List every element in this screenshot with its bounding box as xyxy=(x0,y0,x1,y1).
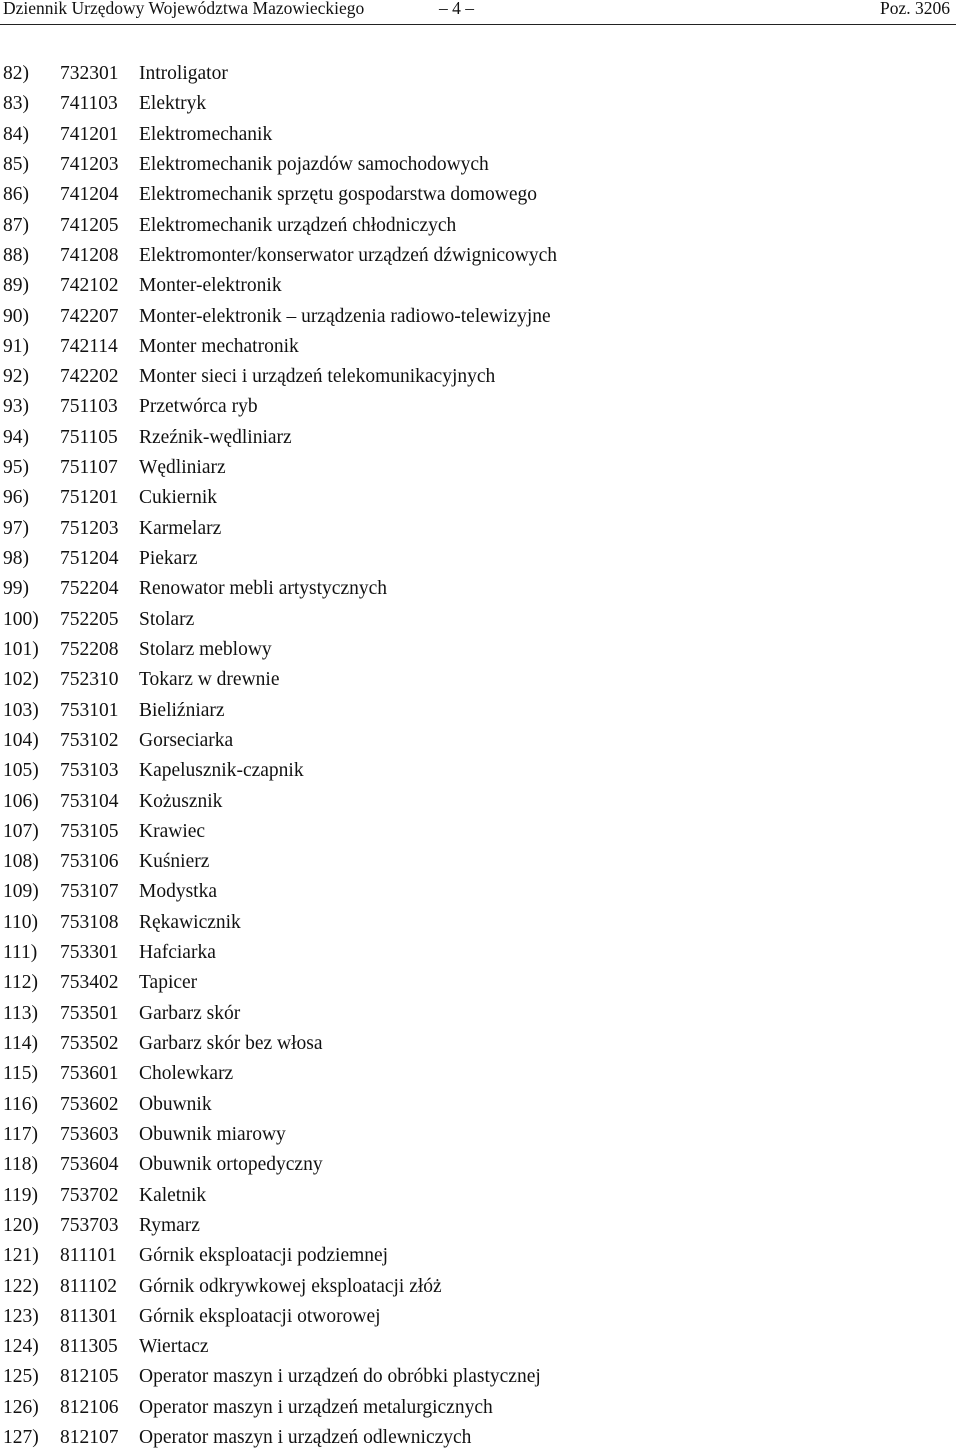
occupation-code: 741204 xyxy=(60,184,119,206)
occupation-code: 753301 xyxy=(60,942,119,964)
occupation-name: Monter-elektronik xyxy=(139,275,282,297)
list-item xyxy=(0,394,956,424)
list-item xyxy=(0,1152,956,1182)
occupation-code: 753601 xyxy=(60,1063,119,1085)
item-number: 122) xyxy=(3,1275,39,1297)
occupation-name: Rymarz xyxy=(139,1214,200,1236)
item-number: 110) xyxy=(3,911,39,933)
occupation-name: Przetwórca ryb xyxy=(139,396,258,418)
list-item xyxy=(0,182,956,212)
list-item xyxy=(0,667,956,697)
list-item xyxy=(0,849,956,879)
occupation-code: 812106 xyxy=(60,1396,119,1418)
occupation-name: Krawiec xyxy=(139,820,206,842)
journal-title: Dziennik Urzędowy Województwa Mazowieckiego xyxy=(3,0,365,18)
occupation-name: Elektryk xyxy=(139,93,207,115)
list-item xyxy=(0,213,956,243)
list-item xyxy=(0,1243,956,1273)
occupation-name: Kaletnik xyxy=(139,1184,207,1206)
occupation-code: 753602 xyxy=(60,1093,119,1115)
occupation-code: 753103 xyxy=(60,760,119,782)
item-number: 123) xyxy=(3,1305,39,1327)
occupation-name: Cholewkarz xyxy=(139,1063,234,1085)
occupation-code: 741203 xyxy=(60,153,119,175)
occupation-name: Rękawicznik xyxy=(139,911,241,933)
occupation-name: Garbarz skór bez włosa xyxy=(139,1033,323,1054)
occupation-name: Kuśnierz xyxy=(139,851,210,873)
list-item xyxy=(0,1122,956,1152)
occupation-name: Obuwnik ortopedyczny xyxy=(139,1154,323,1176)
occupation-code: 752310 xyxy=(60,669,119,691)
occupation-name: Modystka xyxy=(139,881,217,903)
occupation-name: Monter mechatronik xyxy=(139,335,299,357)
occupation-code: 753402 xyxy=(60,972,119,994)
list-item xyxy=(0,1304,956,1334)
occupation-code: 753702 xyxy=(60,1184,119,1206)
item-number: 85) xyxy=(3,153,29,175)
item-number: 95) xyxy=(3,457,29,479)
list-item xyxy=(0,364,956,394)
item-number: 113) xyxy=(3,1002,39,1024)
item-number: 99) xyxy=(3,578,29,600)
occupation-code: 742114 xyxy=(60,335,118,357)
occupation-code: 751103 xyxy=(60,396,118,418)
occupation-code: 751107 xyxy=(60,457,118,479)
item-number: 100) xyxy=(3,608,39,630)
list-item xyxy=(0,304,956,334)
item-number: 83) xyxy=(3,93,29,115)
item-number: 94) xyxy=(3,426,29,448)
occupation-name: Hafciarka xyxy=(139,942,216,964)
item-number: 93) xyxy=(3,396,29,418)
occupation-code: 752205 xyxy=(60,608,119,630)
item-number: 96) xyxy=(3,487,29,509)
occupation-code: 751105 xyxy=(60,426,118,448)
list-item xyxy=(0,637,956,667)
list-item xyxy=(0,1001,956,1031)
list-item xyxy=(0,61,956,91)
list-item xyxy=(0,485,956,515)
occupation-code: 741205 xyxy=(60,214,119,236)
item-number: 88) xyxy=(3,244,29,266)
occupation-name: Operator maszyn i urządzeń odlewniczych xyxy=(139,1427,472,1449)
item-number: 87) xyxy=(3,214,29,236)
item-number: 102) xyxy=(3,669,39,691)
list-item xyxy=(0,425,956,455)
occupation-name: Operator maszyn i urządzeń metalurgicznych xyxy=(139,1396,493,1418)
occupation-name: Gorseciarka xyxy=(139,729,234,751)
occupation-name: Wiertacz xyxy=(139,1336,209,1358)
occupation-name: Rzeźnik-wędliniarz xyxy=(139,426,292,448)
item-number: 117) xyxy=(3,1123,39,1145)
item-number: 116) xyxy=(3,1093,39,1115)
position-number: Poz. 3206 xyxy=(880,0,950,18)
list-item xyxy=(0,1031,956,1061)
occupation-name: Elektromonter/konserwator urządzeń dźwignicowych xyxy=(139,244,558,266)
list-item xyxy=(0,789,956,819)
list-item xyxy=(0,879,956,909)
list-item xyxy=(0,91,956,121)
item-number: 119) xyxy=(3,1184,39,1206)
occupation-code: 753105 xyxy=(60,820,119,842)
item-number: 124) xyxy=(3,1336,39,1358)
occupation-name: Górnik eksploatacji otworowej xyxy=(139,1305,381,1327)
occupation-code: 812107 xyxy=(60,1427,119,1449)
occupation-name: Obuwnik xyxy=(139,1093,212,1115)
occupation-name: Elektromechanik xyxy=(139,123,273,145)
occupation-code: 753603 xyxy=(60,1123,119,1145)
list-item xyxy=(0,940,956,970)
occupation-list xyxy=(0,61,956,1455)
occupation-name: Tokarz w drewnie xyxy=(139,669,280,691)
page-header xyxy=(0,0,956,25)
list-item xyxy=(0,970,956,1000)
occupation-code: 753703 xyxy=(60,1214,119,1236)
list-item xyxy=(0,576,956,606)
list-item xyxy=(0,1183,956,1213)
occupation-code: 753106 xyxy=(60,851,119,873)
occupation-name: Stolarz meblowy xyxy=(139,638,272,660)
occupation-code: 753108 xyxy=(60,911,119,933)
list-item xyxy=(0,1213,956,1243)
occupation-name: Introligator xyxy=(139,63,228,84)
list-item xyxy=(0,1274,956,1304)
occupation-code: 753502 xyxy=(60,1033,119,1054)
list-item xyxy=(0,334,956,364)
occupation-code: 742207 xyxy=(60,305,119,327)
occupation-name: Elektromechanik urządzeń chłodniczych xyxy=(139,214,457,236)
occupation-name: Garbarz skór xyxy=(139,1002,241,1024)
occupation-name: Górnik odkrywkowej eksploatacji złóż xyxy=(139,1275,442,1297)
occupation-name: Piekarz xyxy=(139,548,198,569)
occupation-name: Cukiernik xyxy=(139,487,217,509)
occupation-code: 811101 xyxy=(60,1245,118,1267)
occupation-name: Operator maszyn i urządzeń do obróbki plastycznej xyxy=(139,1366,541,1388)
item-number: 121) xyxy=(3,1245,39,1267)
list-item xyxy=(0,1395,956,1425)
occupation-code: 752204 xyxy=(60,578,119,600)
list-item xyxy=(0,1334,956,1364)
list-item xyxy=(0,698,956,728)
occupation-code: 753101 xyxy=(60,699,119,721)
occupation-name: Górnik eksploatacji podziemnej xyxy=(139,1245,389,1267)
occupation-name: Elektromechanik sprzętu gospodarstwa domowego xyxy=(139,184,538,206)
item-number: 107) xyxy=(3,820,39,842)
list-item xyxy=(0,516,956,546)
item-number: 118) xyxy=(3,1154,39,1176)
occupation-code: 753501 xyxy=(60,1002,119,1024)
list-item xyxy=(0,122,956,152)
item-number: 114) xyxy=(3,1033,39,1054)
occupation-code: 742202 xyxy=(60,366,119,388)
list-item xyxy=(0,152,956,182)
occupation-code: 753107 xyxy=(60,881,119,903)
page-number: – 4 – xyxy=(439,0,474,18)
list-item xyxy=(0,607,956,637)
item-number: 98) xyxy=(3,548,29,569)
item-number: 82) xyxy=(3,63,29,84)
item-number: 86) xyxy=(3,184,29,206)
occupation-code: 741103 xyxy=(60,93,118,115)
list-item xyxy=(0,273,956,303)
item-number: 115) xyxy=(3,1063,39,1085)
occupation-name: Renowator mebli artystycznych xyxy=(139,578,388,600)
occupation-code: 812105 xyxy=(60,1366,119,1388)
list-item xyxy=(0,758,956,788)
occupation-code: 742102 xyxy=(60,275,119,297)
item-number: 84) xyxy=(3,123,29,145)
occupation-code: 751201 xyxy=(60,487,119,509)
occupation-name: Kapelusznik-czapnik xyxy=(139,760,304,782)
list-item xyxy=(0,1364,956,1394)
item-number: 126) xyxy=(3,1396,39,1418)
occupation-name: Monter-elektronik – urządzenia radiowo-telewizyjne xyxy=(139,305,551,327)
list-item xyxy=(0,1061,956,1091)
occupation-code: 753604 xyxy=(60,1154,119,1176)
occupation-code: 751203 xyxy=(60,517,119,539)
occupation-code: 811305 xyxy=(60,1336,118,1358)
occupation-name: Elektromechanik pojazdów samochodowych xyxy=(139,153,489,175)
item-number: 91) xyxy=(3,335,29,357)
item-number: 109) xyxy=(3,881,39,903)
item-number: 103) xyxy=(3,699,39,721)
occupation-code: 751204 xyxy=(60,548,119,569)
item-number: 89) xyxy=(3,275,29,297)
occupation-code: 753102 xyxy=(60,729,119,751)
occupation-code: 752208 xyxy=(60,638,119,660)
item-number: 112) xyxy=(3,972,39,994)
occupation-name: Monter sieci i urządzeń telekomunikacyjnych xyxy=(139,366,496,388)
item-number: 90) xyxy=(3,305,29,327)
occupation-name: Bieliźniarz xyxy=(139,699,225,721)
item-number: 127) xyxy=(3,1427,39,1449)
occupation-name: Kożusznik xyxy=(139,790,223,812)
item-number: 120) xyxy=(3,1214,39,1236)
list-item xyxy=(0,243,956,273)
item-number: 101) xyxy=(3,638,39,660)
list-item xyxy=(0,455,956,485)
item-number: 111) xyxy=(3,942,38,964)
occupation-code: 741201 xyxy=(60,123,119,145)
occupation-name: Tapicer xyxy=(139,972,198,994)
occupation-name: Wędliniarz xyxy=(139,457,226,479)
item-number: 104) xyxy=(3,729,39,751)
occupation-code: 741208 xyxy=(60,244,119,266)
list-item xyxy=(0,546,956,576)
list-item xyxy=(0,819,956,849)
occupation-code: 732301 xyxy=(60,63,119,84)
item-number: 92) xyxy=(3,366,29,388)
item-number: 125) xyxy=(3,1366,39,1388)
occupation-name: Obuwnik miarowy xyxy=(139,1123,286,1145)
item-number: 97) xyxy=(3,517,29,539)
list-item xyxy=(0,910,956,940)
list-item xyxy=(0,1092,956,1122)
item-number: 106) xyxy=(3,790,39,812)
list-item xyxy=(0,728,956,758)
occupation-code: 811102 xyxy=(60,1275,118,1297)
item-number: 108) xyxy=(3,851,39,873)
occupation-name: Karmelarz xyxy=(139,517,222,539)
occupation-code: 753104 xyxy=(60,790,119,812)
occupation-name: Stolarz xyxy=(139,608,195,630)
item-number: 105) xyxy=(3,760,39,782)
occupation-code: 811301 xyxy=(60,1305,118,1327)
